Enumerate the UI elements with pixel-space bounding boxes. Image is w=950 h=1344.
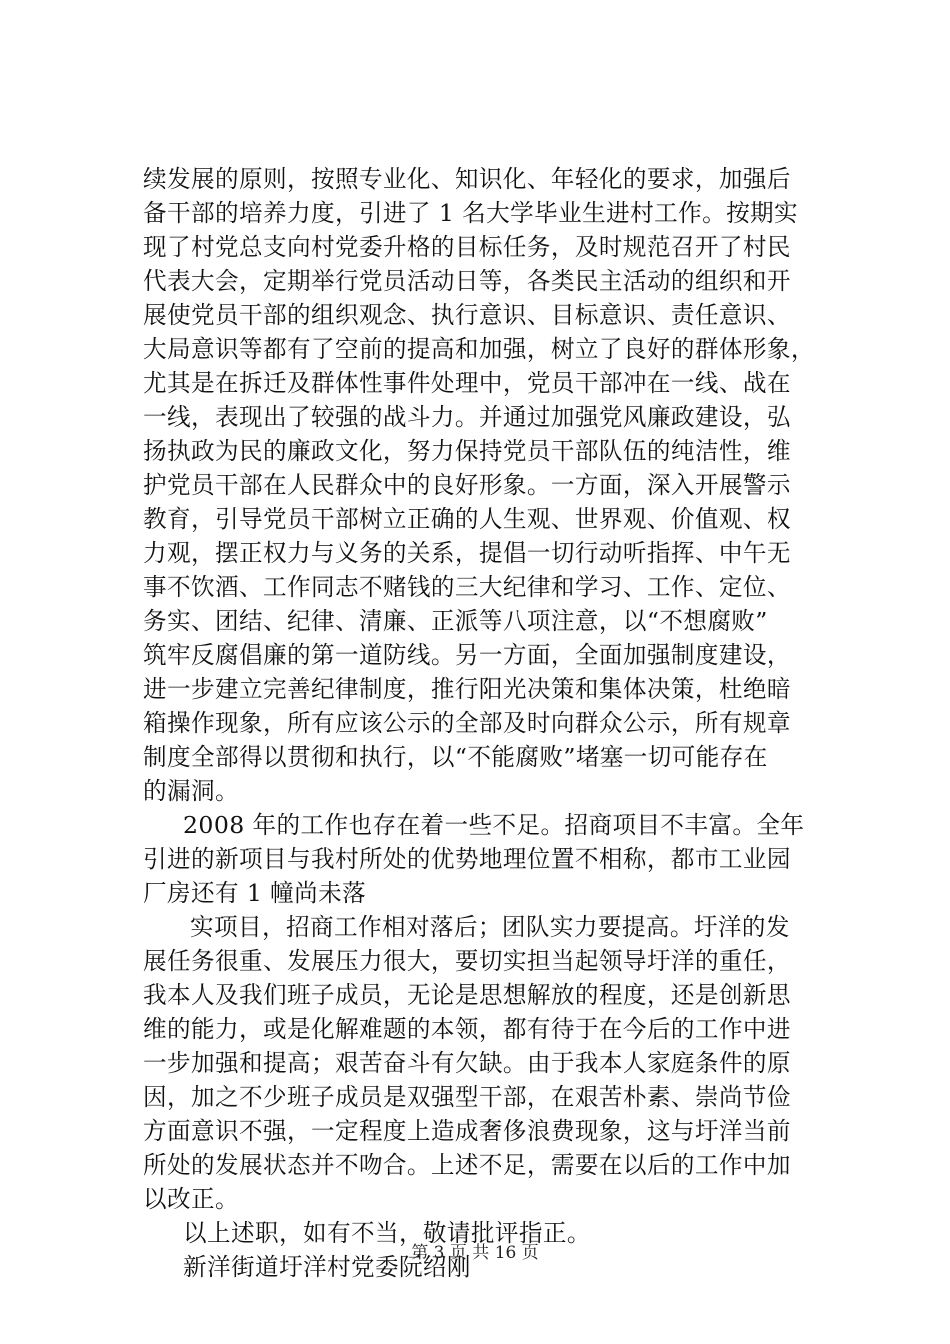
signature-line: 新洋街道圩洋村党委阮绍刚 [183,1253,471,1281]
text-line: 的漏洞。 [143,777,239,805]
text-line: 力观，摆正权力与义务的关系，提倡一切行动听指挥、中午无 [143,539,791,567]
text-line: 方面意识不强，一定程度上造成奢侈浪费现象，这与圩洋当前 [143,1117,791,1145]
text-line: 展使党员干部的组织观念、执行意识、目标意识、责任意识、 [143,301,791,329]
text-line: 筑牢反腐倡廉的第一道防线。另一方面，全面加强制度建设， [143,641,791,669]
text-line: 箱操作现象，所有应该公示的全部及时向群众公示，所有规章 [143,709,791,737]
text-line: 教育，引导党员干部树立正确的人生观、世界观、价值观、权 [143,505,791,533]
text-line: 厂房还有 1 幢尚未落 [143,879,367,907]
text-line: 扬执政为民的廉政文化，努力保持党员干部队伍的纯洁性，维 [143,437,791,465]
text-line: 维的能力，或是化解难题的本领，都有待于在今后的工作中进 [143,1015,791,1043]
text-line: 一步加强和提高；艰苦奋斗有欠缺。由于我本人家庭条件的原 [143,1049,791,1077]
text-line: 进一步建立完善纪律制度，推行阳光决策和集体决策，杜绝暗 [143,675,791,703]
text-line: 展任务很重、发展压力很大，要切实担当起领导圩洋的重任， [143,947,791,975]
text-line: 备干部的培养力度，引进了 1 名大学毕业生进村工作。按期实 [143,199,799,227]
text-line: 事不饮酒、工作同志不赌钱的三大纪律和学习、工作、定位、 [143,573,791,601]
paragraph-start-line: 实项目，招商工作相对落后；团队实力要提高。圩洋的发 [190,913,790,941]
text-line: 护党员干部在人民群众中的良好形象。一方面，深入开展警示 [143,471,791,499]
text-line: 一线，表现出了较强的战斗力。并通过加强党风廉政建设，弘 [143,403,791,431]
text-line: 因，加之不少班子成员是双强型干部，在艰苦朴素、崇尚节俭 [143,1083,791,1111]
text-line: 现了村党总支向村党委升格的目标任务，及时规范召开了村民 [143,233,791,261]
page-number-footer: 第 3 页 共 16 页 [411,1243,539,1263]
closing-line: 以上述职，如有不当，敬请批评指正。 [183,1219,591,1247]
text-line: 引进的新项目与我村所处的优势地理位置不相称，都市工业园 [143,845,791,873]
text-line: 尤其是在拆迁及群体性事件处理中，党员干部冲在一线、战在 [143,369,791,397]
body-text [143,162,853,1284]
text-line: 续发展的原则，按照专业化、知识化、年轻化的要求，加强后 [143,165,791,193]
paragraph-start-line: 2008 年的工作也存在着一些不足。招商项目不丰富。全年 [183,811,805,839]
text-line: 代表大会，定期举行党员活动日等，各类民主活动的组织和开 [143,267,791,295]
text-line: 所处的发展状态并不吻合。上述不足，需要在以后的工作中加 [143,1151,791,1179]
text-line: 以改正。 [143,1185,239,1213]
text-line: 务实、团结、纪律、清廉、正派等八项注意，以“不想腐败” [143,607,768,635]
text-line: 制度全部得以贯彻和执行，以“不能腐败”堵塞一切可能存在 [143,743,768,771]
text-line: 大局意识等都有了空前的提高和加强，树立了良好的群体形象， [143,335,815,363]
text-line: 我本人及我们班子成员，无论是思想解放的程度，还是创新思 [143,981,791,1009]
